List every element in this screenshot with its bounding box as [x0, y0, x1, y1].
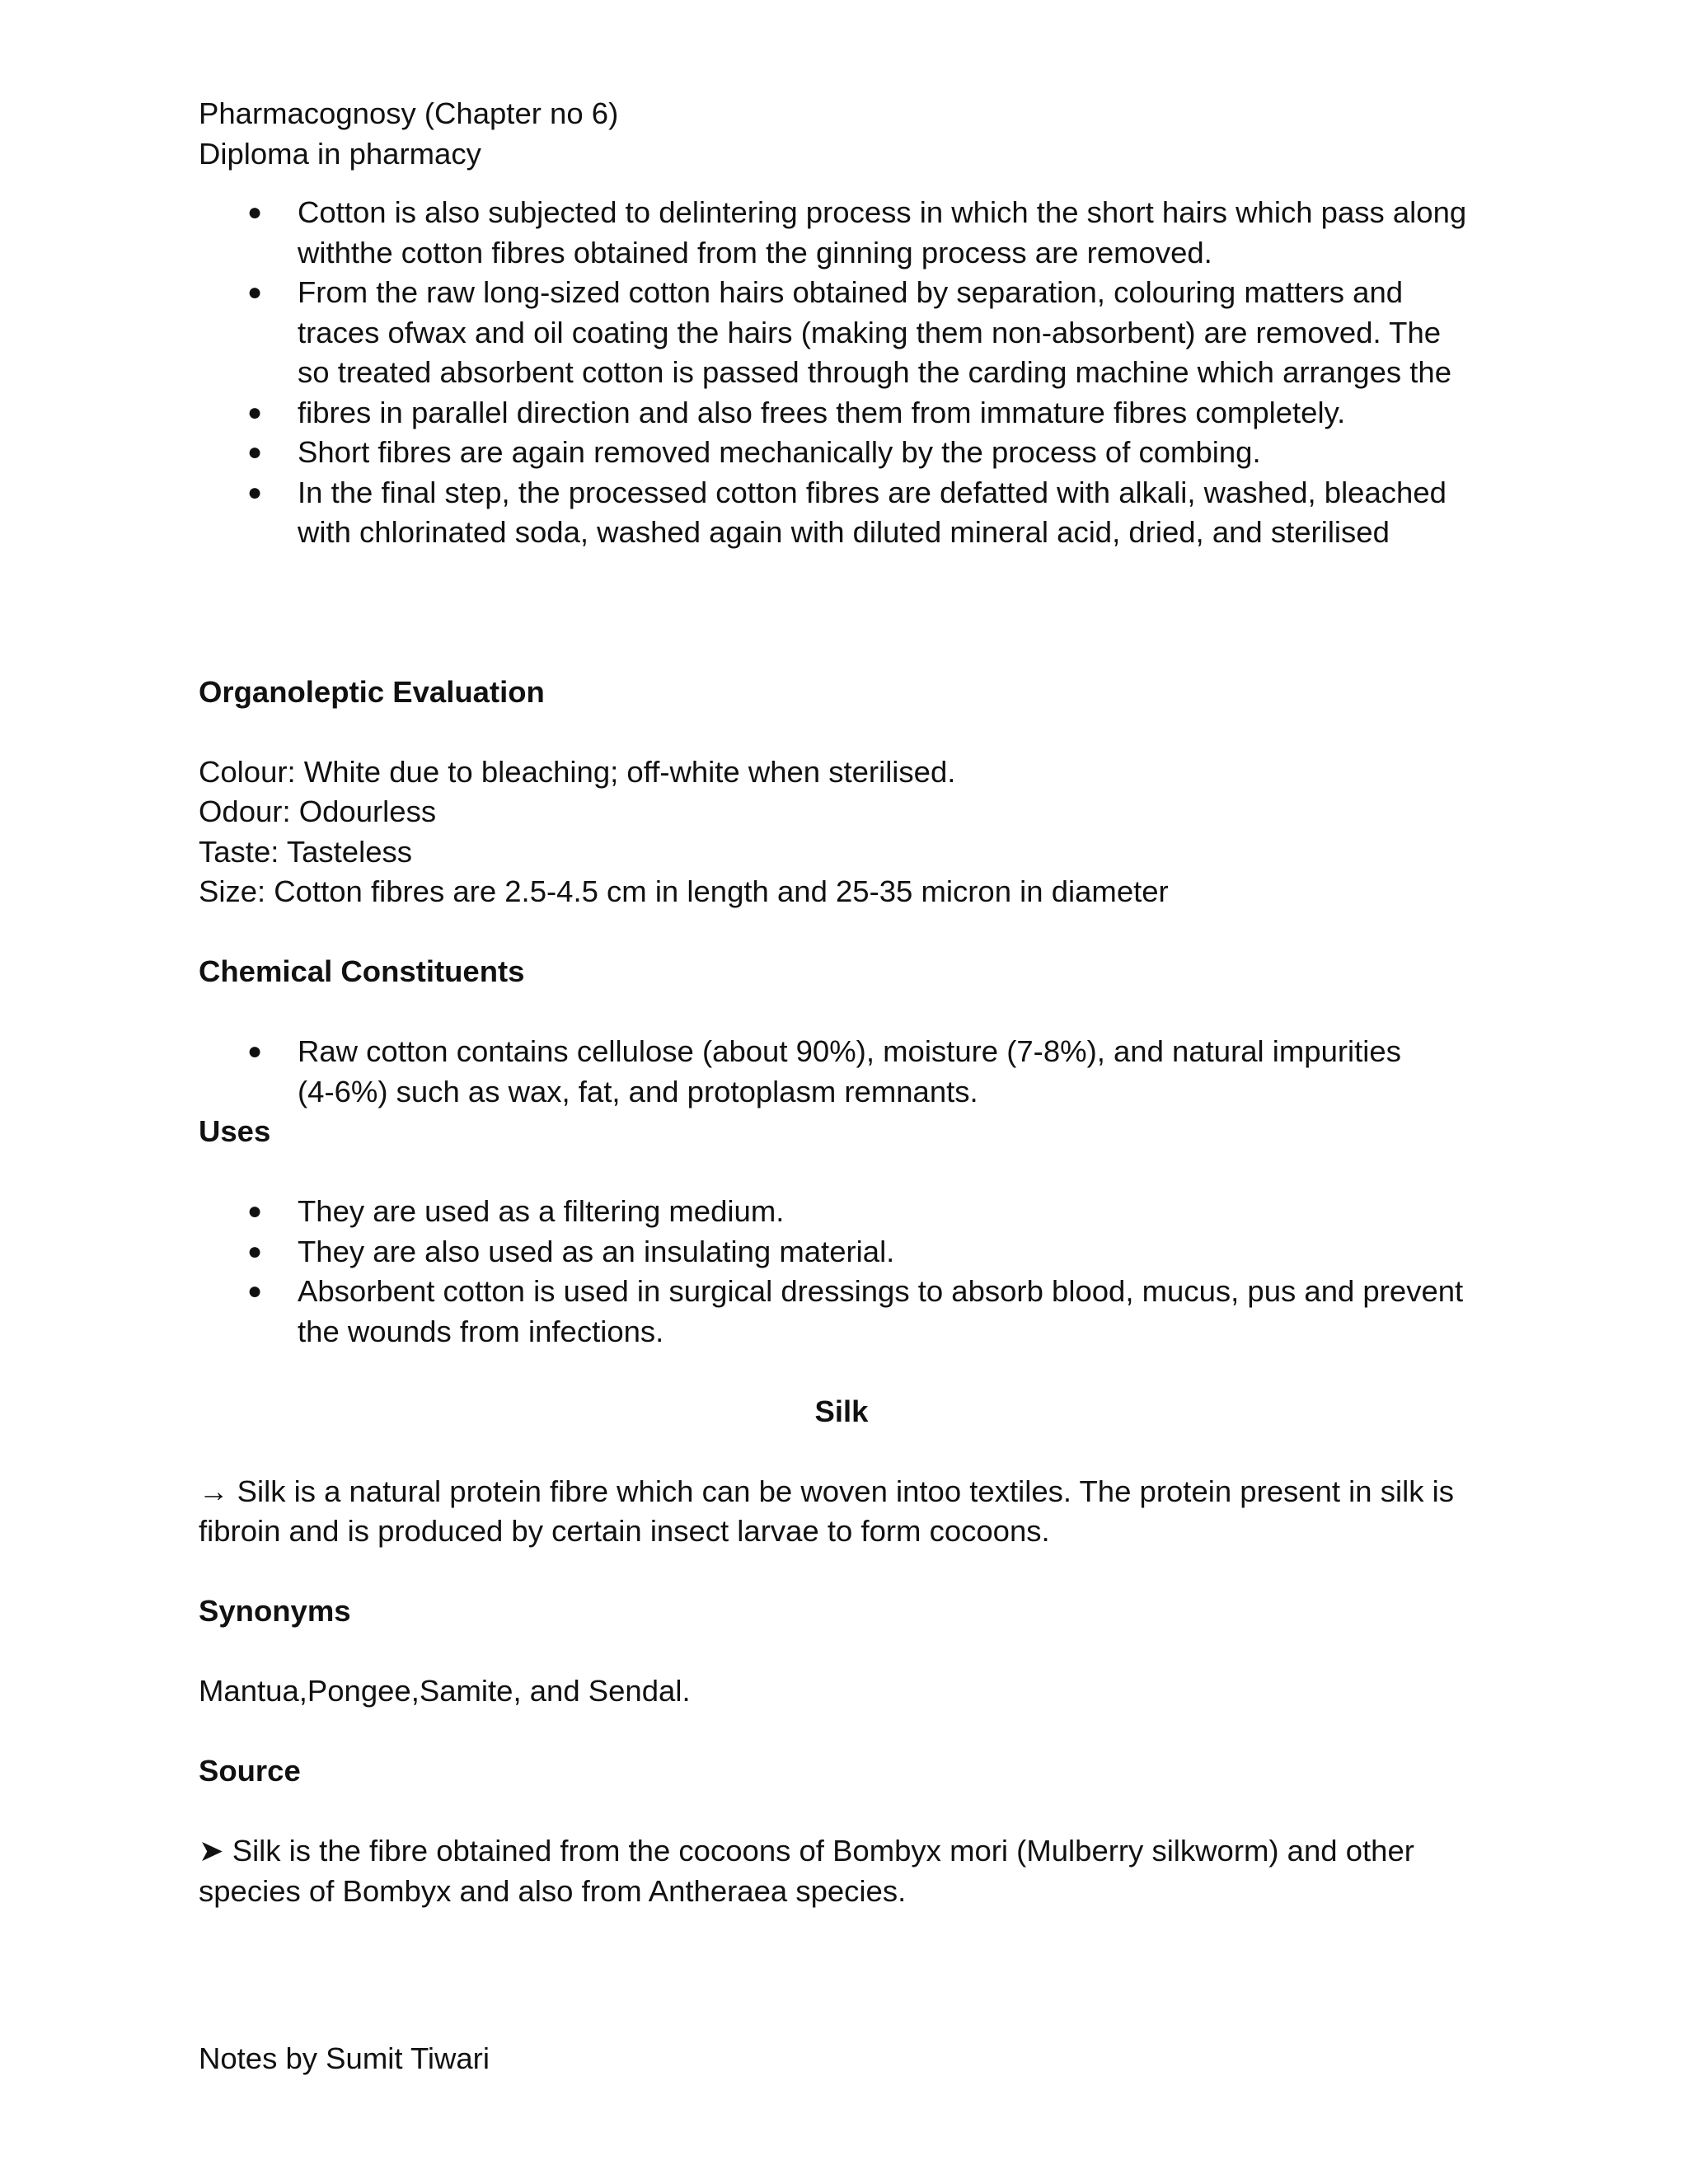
list-item: ● They are also used as an insulating material. [199, 1232, 1484, 1272]
bullet-icon: ● [247, 398, 263, 426]
silk-intro-line: fibroin and is produced by certain insect larvae to form cocoons. [199, 1514, 1050, 1548]
uses-heading: Uses [199, 1114, 271, 1148]
taste-line: Taste: Tasteless [199, 834, 413, 869]
bullet-icon: ● [247, 279, 263, 306]
footer-note: Notes by Sumit Tiwari [199, 2041, 490, 2075]
chapter-title: Pharmacognosy (Chapter no 6) [199, 96, 619, 130]
odour-line: Odour: Odourless [199, 794, 437, 828]
source-line: ➤ Silk is the fibre obtained from the cocoons of Bombyx mori (Mulberry silkworm) and other [199, 1834, 1414, 1868]
list-item: ● Raw cotton contains cellulose (about 90%), moisture (7-8%), and natural impurities (4-6%) such as wax, fat, and protoplasm remnants. [199, 1032, 1484, 1112]
silk-title: Silk [814, 1394, 869, 1428]
bullet-icon: ● [247, 478, 263, 506]
source-heading: Source [199, 1754, 301, 1788]
bullet-icon: ● [247, 1277, 263, 1305]
list-item: ● Short fibres are again removed mechanically by the process of combing. [199, 433, 1484, 473]
bullet-icon: ● [247, 438, 263, 466]
list-item: ● They are used as a filtering medium. [199, 1192, 1484, 1232]
organoleptic-heading: Organoleptic Evaluation [199, 674, 545, 709]
process-bullet-list [199, 193, 1484, 553]
uses-bullet-list [199, 1192, 1484, 1352]
bullet-icon: ● [247, 1237, 263, 1265]
chemical-heading: Chemical Constituents [199, 954, 525, 988]
list-item: ● From the raw long-sized cotton hairs obtained by separation, colouring matters and traces ofwax and oil coating the hairs (making them non-absorbent) are removed. The so treated absorbent cotton is passed through the carding machine which arranges the [199, 273, 1484, 393]
bullet-icon: ● [247, 1038, 263, 1065]
list-item: ● In the final step, the processed cotton fibres are defatted with alkali, washed, bleached with chlorinated soda, washed again with diluted mineral acid, dried, and sterilised [199, 473, 1484, 553]
size-line: Size: Cotton fibres are 2.5-4.5 cm in length and 25-35 micron in diameter [199, 874, 1169, 908]
course-subtitle: Diploma in pharmacy [199, 136, 481, 171]
source-line: species of Bombyx and also from Antheraea species. [199, 1873, 907, 1908]
bullet-icon: ● [247, 1197, 263, 1225]
list-item: ● Cotton is also subjected to delintering process in which the short hairs which pass along withthe cotton fibres obtained from the ginning process are removed. [199, 193, 1484, 273]
colour-line: Colour: White due to bleaching; off-white when sterilised. [199, 754, 956, 789]
document-page [199, 94, 1484, 1911]
synonyms-heading: Synonyms [199, 1594, 351, 1628]
chemical-bullet-list [199, 1032, 1484, 1112]
list-item: ● fibres in parallel direction and also frees them from immature fibres completely. [199, 393, 1484, 434]
synonyms-text: Mantua,Pongee,Samite, and Sendal. [199, 1674, 691, 1708]
silk-intro-line: → Silk is a natural protein fibre which can be woven intoo textiles. The protein present in silk is [199, 1474, 1454, 1508]
list-item: ● Absorbent cotton is used in surgical dressings to absorb blood, mucus, pus and prevent the wounds from infections. [199, 1272, 1484, 1352]
bullet-icon: ● [247, 199, 263, 226]
